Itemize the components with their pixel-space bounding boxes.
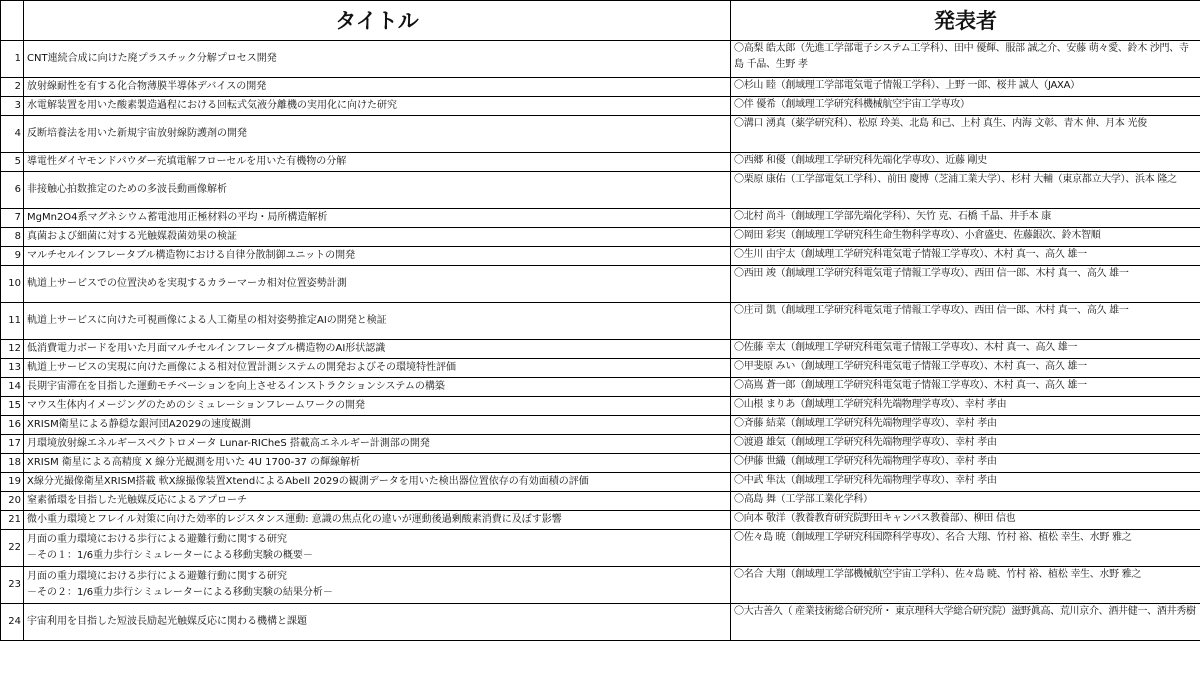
row-title: 水電解装置を用いた酸素製造過程における回転式気液分離機の実用化に向けた研究 <box>24 97 731 116</box>
table-row <box>1 247 1200 266</box>
table-row <box>1 604 1200 641</box>
row-authors: 〇斉藤 結菜（創域理工学研究科先端物理学専攻）、幸村 孝由 <box>731 416 1200 435</box>
row-authors: 〇岡田 彩実（創域理工学研究科生命生物科学専攻）、小倉盛史、佐藤銀次、鈴木智順 <box>731 228 1200 247</box>
row-authors: 〇佐藤 幸太（創域理工学研究科電気電子情報工学専攻）、木村 真一、高久 雄一 <box>731 340 1200 359</box>
row-authors: 〇北村 尚斗（創域理工学部先端化学科）、矢竹 克、石橋 千晶、井手本 康 <box>731 209 1200 228</box>
row-number: 22 <box>1 530 24 567</box>
row-number: 13 <box>1 359 24 378</box>
table-row <box>1 473 1200 492</box>
row-authors: 〇向本 敬洋（教養教育研究院野田キャンパス教養部）、柳田 信也 <box>731 511 1200 530</box>
row-title: X線分光撮像衛星XRISM搭載 軟X線撮像装置XtendによるAbell 2029の観測データを用いた検出器位置依存の有効面積の評価 <box>24 473 731 492</box>
header-title: タイトル <box>24 1 731 41</box>
row-authors: 〇渡邉 雄気（創域理工学研究科先端物理学専攻）、幸村 孝由 <box>731 435 1200 454</box>
row-authors: 〇西田 竣（創域理工学研究科電気電子情報工学専攻）、西田 信一郎、木村 真一、高久 雄一 <box>731 266 1200 303</box>
table-row <box>1 511 1200 530</box>
table-row <box>1 435 1200 454</box>
table-row <box>1 397 1200 416</box>
header-number <box>1 1 24 41</box>
row-authors: 〇中武 隼汰（創域理工学研究科先端物理学専攻）、幸村 孝由 <box>731 473 1200 492</box>
table-row <box>1 78 1200 97</box>
row-title: マルチセルインフレータブル構造物における自律分散制御ユニットの開発 <box>24 247 731 266</box>
row-authors: 〇山根 まりあ（創域理工学研究科先端物理学専攻）、幸村 孝由 <box>731 397 1200 416</box>
row-number: 11 <box>1 303 24 340</box>
header-authors: 発表者 <box>731 1 1200 41</box>
row-number: 16 <box>1 416 24 435</box>
row-title: 放射線耐性を有する化合物薄膜半導体デバイスの開発 <box>24 78 731 97</box>
row-number: 7 <box>1 209 24 228</box>
row-authors: 〇溝口 湧真（薬学研究科）、松原 玲美、北島 和己、上村 真生、内海 文彰、青木 伸、月本 光俊 <box>731 116 1200 153</box>
row-authors: 〇西郷 和優（創域理工学研究科先端化学専攻）、近藤 剛史 <box>731 153 1200 172</box>
row-number: 12 <box>1 340 24 359</box>
header-row <box>1 1 1200 41</box>
row-authors: 〇伊藤 世織（創域理工学研究科先端物理学専攻）、幸村 孝由 <box>731 454 1200 473</box>
table-row <box>1 359 1200 378</box>
row-number: 19 <box>1 473 24 492</box>
row-title: XRISM 衛星による高精度 X 線分光観測を用いた 4U 1700-37 の輝線解析 <box>24 454 731 473</box>
row-title: 非接触心拍数推定のための多波長動画像解析 <box>24 172 731 209</box>
row-number: 21 <box>1 511 24 530</box>
row-number: 14 <box>1 378 24 397</box>
row-title: 微小重力環境とフレイル対策に向けた効率的レジスタンス運動: 意識の焦点化の違いが運動後過剰酸素消費に及ぼす影響 <box>24 511 731 530</box>
row-authors: 〇庄司 凱（創域理工学研究科電気電子情報工学専攻）、西田 信一郎、木村 真一、高久 雄一 <box>731 303 1200 340</box>
row-authors: 〇高島 舞（工学部工業化学科） <box>731 492 1200 511</box>
row-number: 2 <box>1 78 24 97</box>
row-authors: 〇杉山 睦（創域理工学部電気電子情報工学科）、上野 一郎、桜井 誠人（JAXA） <box>731 78 1200 97</box>
table-row <box>1 97 1200 116</box>
row-title: 月面の重力環境における歩行による避難行動に関する研究 －その１：1/6重力歩行シミュレーターによる移動実験の概要－ <box>24 530 731 567</box>
row-title: 真菌および細菌に対する光触媒殺菌効果の検証 <box>24 228 731 247</box>
row-number: 15 <box>1 397 24 416</box>
row-authors: 〇栗原 康佑（工学部電気工学科）、前田 慶博（芝浦工業大学）、杉村 大輔（東京都立大学）、浜本 隆之 <box>731 172 1200 209</box>
table-row <box>1 172 1200 209</box>
row-authors: 〇甲斐原 みい（創域理工学研究科電気電子情報工学専攻）、木村 真一、高久 雄一 <box>731 359 1200 378</box>
table-row <box>1 116 1200 153</box>
table-row <box>1 416 1200 435</box>
table-row <box>1 303 1200 340</box>
row-number: 20 <box>1 492 24 511</box>
row-title: 月面の重力環境における歩行による避難行動に関する研究 －その２：1/6重力歩行シミュレーターによる移動実験の結果分析－ <box>24 567 731 604</box>
row-number: 10 <box>1 266 24 303</box>
row-authors: 〇高嶌 蒼一郎（創域理工学研究科電気電子情報工学専攻）、木村 真一、高久 雄一 <box>731 378 1200 397</box>
table-row <box>1 454 1200 473</box>
row-authors: 〇大古善久（ 産業技術総合研究所・ 東京理科大学総合研究院）滋野眞高、荒川京介、酒井健一、酒井秀樹 <box>731 604 1200 641</box>
table-row <box>1 378 1200 397</box>
row-title: 低消費電力ボードを用いた月面マルチセルインフレータブル構造物のAI形状認識 <box>24 340 731 359</box>
row-title: XRISM衛星による静穏な銀河団A2029の速度観測 <box>24 416 731 435</box>
row-title: MgMn2O4系マグネシウム蓄電池用正極材料の平均・局所構造解析 <box>24 209 731 228</box>
row-number: 18 <box>1 454 24 473</box>
row-number: 8 <box>1 228 24 247</box>
table-row <box>1 209 1200 228</box>
row-number: 24 <box>1 604 24 641</box>
row-number: 9 <box>1 247 24 266</box>
row-number: 23 <box>1 567 24 604</box>
table-row <box>1 567 1200 604</box>
row-title: 導電性ダイヤモンドパウダー充填電解フローセルを用いた有機物の分解 <box>24 153 731 172</box>
row-title: 窒素循環を目指した光触媒反応によるアプローチ <box>24 492 731 511</box>
table-row <box>1 266 1200 303</box>
row-number: 3 <box>1 97 24 116</box>
table-row <box>1 492 1200 511</box>
row-number: 17 <box>1 435 24 454</box>
row-number: 4 <box>1 116 24 153</box>
row-title: 軌道上サービスの実現に向けた画像による相対位置計測システムの開発およびその環境特性評価 <box>24 359 731 378</box>
table-row <box>1 153 1200 172</box>
row-title: 反断培養法を用いた新規宇宙放射線防護剤の開発 <box>24 116 731 153</box>
row-number: 5 <box>1 153 24 172</box>
row-title: 軌道上サービスに向けた可視画像による人工衛星の相対姿勢推定AIの開発と検証 <box>24 303 731 340</box>
row-authors: 〇生川 由宇太（創域理工学研究科電気電子情報工学専攻）、木村 真一、高久 雄一 <box>731 247 1200 266</box>
row-authors: 〇佐々島 暁（創域理工学研究科国際科学専攻）、名合 大翔、竹村 裕、植松 幸生、水野 雅之 <box>731 530 1200 567</box>
row-number: 6 <box>1 172 24 209</box>
row-title: 軌道上サービスでの位置決めを実現するカラーマーカ相対位置姿勢計測 <box>24 266 731 303</box>
row-number: 1 <box>1 41 24 78</box>
row-title: マウス生体内イメージングのためのシミュレーションフレームワークの開発 <box>24 397 731 416</box>
table-row <box>1 228 1200 247</box>
row-authors: 〇高梨 皓太郎（先進工学部電子システム工学科）、田中 優輝、服部 誠之介、安藤 萌々愛、鈴木 沙門、寺島 千晶、生野 孝 <box>731 41 1200 78</box>
row-authors: 〇名合 大翔（創域理工学部機械航空宇宙工学科）、佐々島 暁、竹村 裕、植松 幸生、水野 雅之 <box>731 567 1200 604</box>
row-title: 宇宙利用を目指した短波長励起光触媒反応に関わる機構と課題 <box>24 604 731 641</box>
table-row <box>1 530 1200 567</box>
table-row <box>1 340 1200 359</box>
row-title: CNT連続合成に向けた廃プラスチック分解プロセス開発 <box>24 41 731 78</box>
row-authors: 〇伴 優希（創域理工学研究科機械航空宇宙工学専攻） <box>731 97 1200 116</box>
row-title: 長期宇宙滞在を目指した運動モチベーションを向上させるインストラクションシステムの構築 <box>24 378 731 397</box>
row-title: 月環境放射線エネルギースペクトロメータ Lunar-RICheS 搭載高エネルギー計測部の開発 <box>24 435 731 454</box>
table-row <box>1 41 1200 78</box>
